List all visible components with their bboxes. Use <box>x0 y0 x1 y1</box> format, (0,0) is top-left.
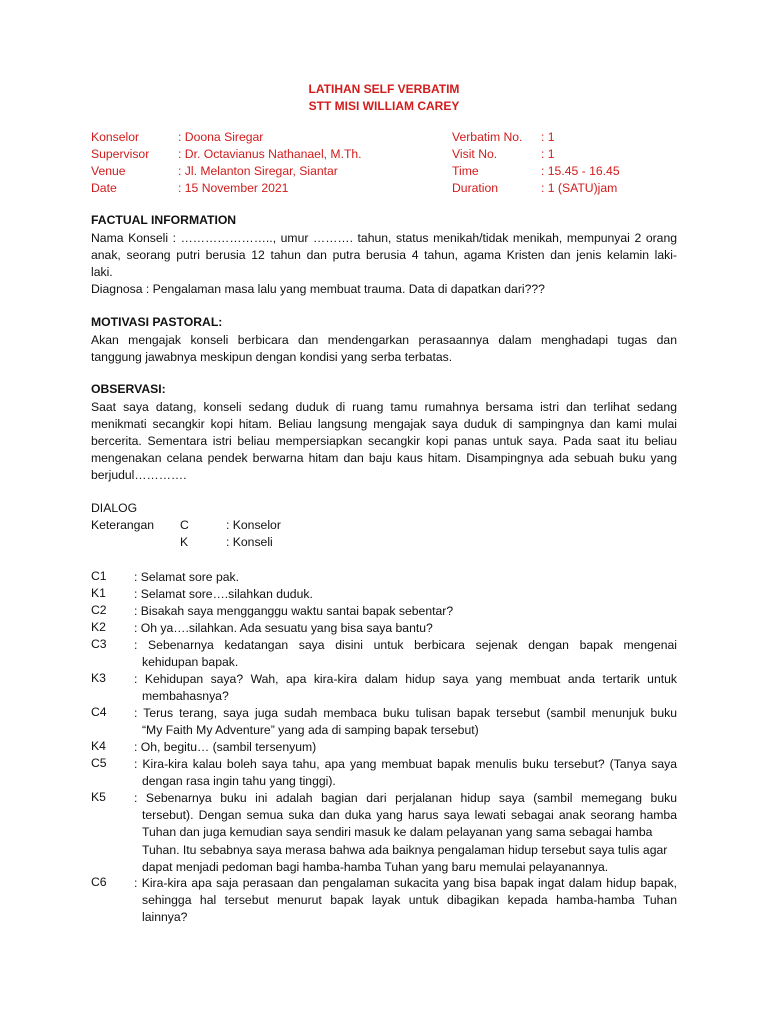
time-value: : 15.45 - 16.45 <box>541 164 620 178</box>
dialog-line: Tuhan dan juga kemudian saya sendiri masuk ke dalam pelayanan yang sama sebagai hamba <box>142 825 653 840</box>
verbatim-no-value: : 1 <box>541 130 555 144</box>
dialog-code: K3 <box>91 671 106 685</box>
dialog-line: : Sebenarnya kedatangan saya disini untuk berbicara sejenak dengan bapak mengenai <box>134 638 677 652</box>
factual-title: FACTUAL INFORMATION <box>91 213 237 227</box>
dialog-text <box>134 620 677 637</box>
dialog-line: : Kira-kira apa saja perasaan dan pengalaman sukacita yang bisa bapak ingat dalam hidup bapak, <box>134 876 677 890</box>
dialog-text <box>134 671 677 705</box>
motivasi-paragraph <box>91 332 677 366</box>
diagnosa-line: Diagnosa : Pengalaman masa lalu yang membuat trauma. Data di dapatkan dari??? <box>91 282 545 296</box>
dialog-line: “My Faith My Adventure” yang ada di samping bapak tersebut) <box>142 723 479 738</box>
motivasi-line: tanggung jawabnya meskipun dengan kondisi yang serba terbatas. <box>91 350 453 364</box>
motivasi-line: Akan mengajak konseli berbicara dan mendengarkan perasaannya dalam menghadapi tugas dan <box>91 333 677 347</box>
legend-code: C <box>180 518 189 532</box>
observasi-line: berjudul…………. <box>91 468 187 482</box>
dialog-text <box>134 586 677 603</box>
legend-desc: : Konselor <box>226 518 281 532</box>
observasi-line: menikmati secangkir kopi hitam. Beliau langsung mengajak saya duduk di sampingnya dan kami mulai <box>91 417 677 431</box>
dialog-line: Tuhan. Itu sebabnya saya merasa bahwa ada baiknya pengalaman hidup tersebut saya tulis agar <box>142 842 668 857</box>
dialog-text <box>134 705 677 739</box>
factual-line: anak, seorang putri berusia 12 tahun dan putra berusia 4 tahun, agama Kristen dan jenis kelamin laki- <box>91 248 677 262</box>
observasi-title: OBSERVASI: <box>91 382 166 396</box>
dialog-text <box>134 637 677 671</box>
dialog-code: K4 <box>91 739 106 753</box>
observasi-line: mengenakan celana pendek berwarna hitam dan baju kaus hitam. Disampingnya ada sebuah buku yang <box>91 451 677 465</box>
visit-no-value: : 1 <box>541 147 555 161</box>
dialog-line: : Selamat sore pak. <box>134 570 239 584</box>
dialog-code: K1 <box>91 586 106 600</box>
observasi-line: Saat saya datang, konseli sedang duduk di ruang tamu rumahnya bersama istri dan terlihat sedang <box>91 400 677 414</box>
duration-label: Duration <box>452 181 499 195</box>
dialog-code: C3 <box>91 637 107 651</box>
supervisor-value: : Dr. Octavianus Nathanael, M.Th. <box>178 147 362 161</box>
konselor-label: Konselor <box>91 130 140 144</box>
dialog-text <box>134 603 677 620</box>
dialog-code: C6 <box>91 875 107 889</box>
observasi-line: bercerita. Sementara istri beliau mempersiapkan secangkir kopi panas untuk saya. Pada saat itu beliau <box>91 434 677 448</box>
dialog-text <box>134 790 677 876</box>
dialog-code: K5 <box>91 790 106 804</box>
visit-no-label: Visit No. <box>452 147 498 161</box>
motivasi-title: MOTIVASI PASTORAL: <box>91 315 223 329</box>
observasi-paragraph <box>91 399 677 484</box>
date-value: : 15 November 2021 <box>178 181 289 195</box>
dialog-line: : Sebenarnya buku ini adalah bagian dari perjalanan hidup saya (sambil memegang buku <box>134 791 677 805</box>
verbatim-no-label: Verbatim No. <box>452 130 523 144</box>
dialog-line: membahasnya? <box>142 689 229 704</box>
factual-line: laki. <box>91 265 113 279</box>
dialog-code: C4 <box>91 705 107 719</box>
dialog-line: : Oh, begitu… (sambil tersenyum) <box>134 740 317 754</box>
dialog-text <box>134 739 677 756</box>
institution-title: STT MISI WILLIAM CAREY <box>308 99 460 113</box>
dialog-code: C5 <box>91 756 107 770</box>
factual-paragraph <box>91 230 677 298</box>
keterangan-label: Keterangan <box>91 518 155 532</box>
dialog-code: C2 <box>91 603 107 617</box>
dialog-line: sehingga hal tersebut menurut bapak layak untuk dibagikan kepada hamba-hamba Tuhan <box>142 893 677 908</box>
dialog-line: : Terus terang, saya juga sudah membaca buku tulisan bapak tersebut (sambil menunjuk buku <box>134 706 677 720</box>
dialog-line: dapat menjadi pedoman bagi hamba-hamba Tuhan yang baru memulai pelayanannya. <box>142 859 609 874</box>
dialog-line: dengan rasa ingin tahu yang tinggi). <box>142 774 336 789</box>
dialog-line: : Kehidupan saya? Wah, apa kira-kira dalam hidup saya yang membuat anda tertarik untuk <box>134 672 677 686</box>
venue-label: Venue <box>91 164 126 178</box>
document-title: LATIHAN SELF VERBATIM <box>308 82 460 96</box>
dialog-text <box>134 875 677 927</box>
dialog-line: : Kira-kira kalau boleh saya tahu, apa yang membuat bapak menulis buku tersebut? (Tanya saya <box>134 757 677 771</box>
date-label: Date <box>91 181 117 195</box>
dialog-line: : Oh ya….silahkan. Ada sesuatu yang bisa saya bantu? <box>134 621 433 635</box>
dialog-line: tersebut). Dengan semua suka dan duka yang harus saya lewati sebagai anak seorang hamba <box>142 808 677 823</box>
dialog-line: kehidupan bapak. <box>142 655 239 670</box>
legend-code: K <box>180 535 189 549</box>
supervisor-label: Supervisor <box>91 147 150 161</box>
venue-value: : Jl. Melanton Siregar, Siantar <box>178 164 338 178</box>
dialog-line: : Bisakah saya mengganggu waktu santai bapak sebentar? <box>134 604 454 618</box>
factual-line: Nama Konseli : ………………….., umur ………. tahun, status menikah/tidak menikah, mempunyai 2 orang <box>91 231 677 245</box>
dialog-code: C1 <box>91 569 107 583</box>
dialog-text <box>134 569 677 586</box>
dialog-title: DIALOG <box>91 501 138 515</box>
time-label: Time <box>452 164 479 178</box>
duration-value: : 1 (SATU)jam <box>541 181 618 195</box>
dialog-line: : Selamat sore….silahkan duduk. <box>134 587 313 601</box>
legend-desc: : Konseli <box>226 535 273 549</box>
dialog-text <box>134 756 677 790</box>
dialog-code: K2 <box>91 620 106 634</box>
konselor-value: : Doona Siregar <box>178 130 264 144</box>
dialog-line: lainnya? <box>142 910 188 925</box>
